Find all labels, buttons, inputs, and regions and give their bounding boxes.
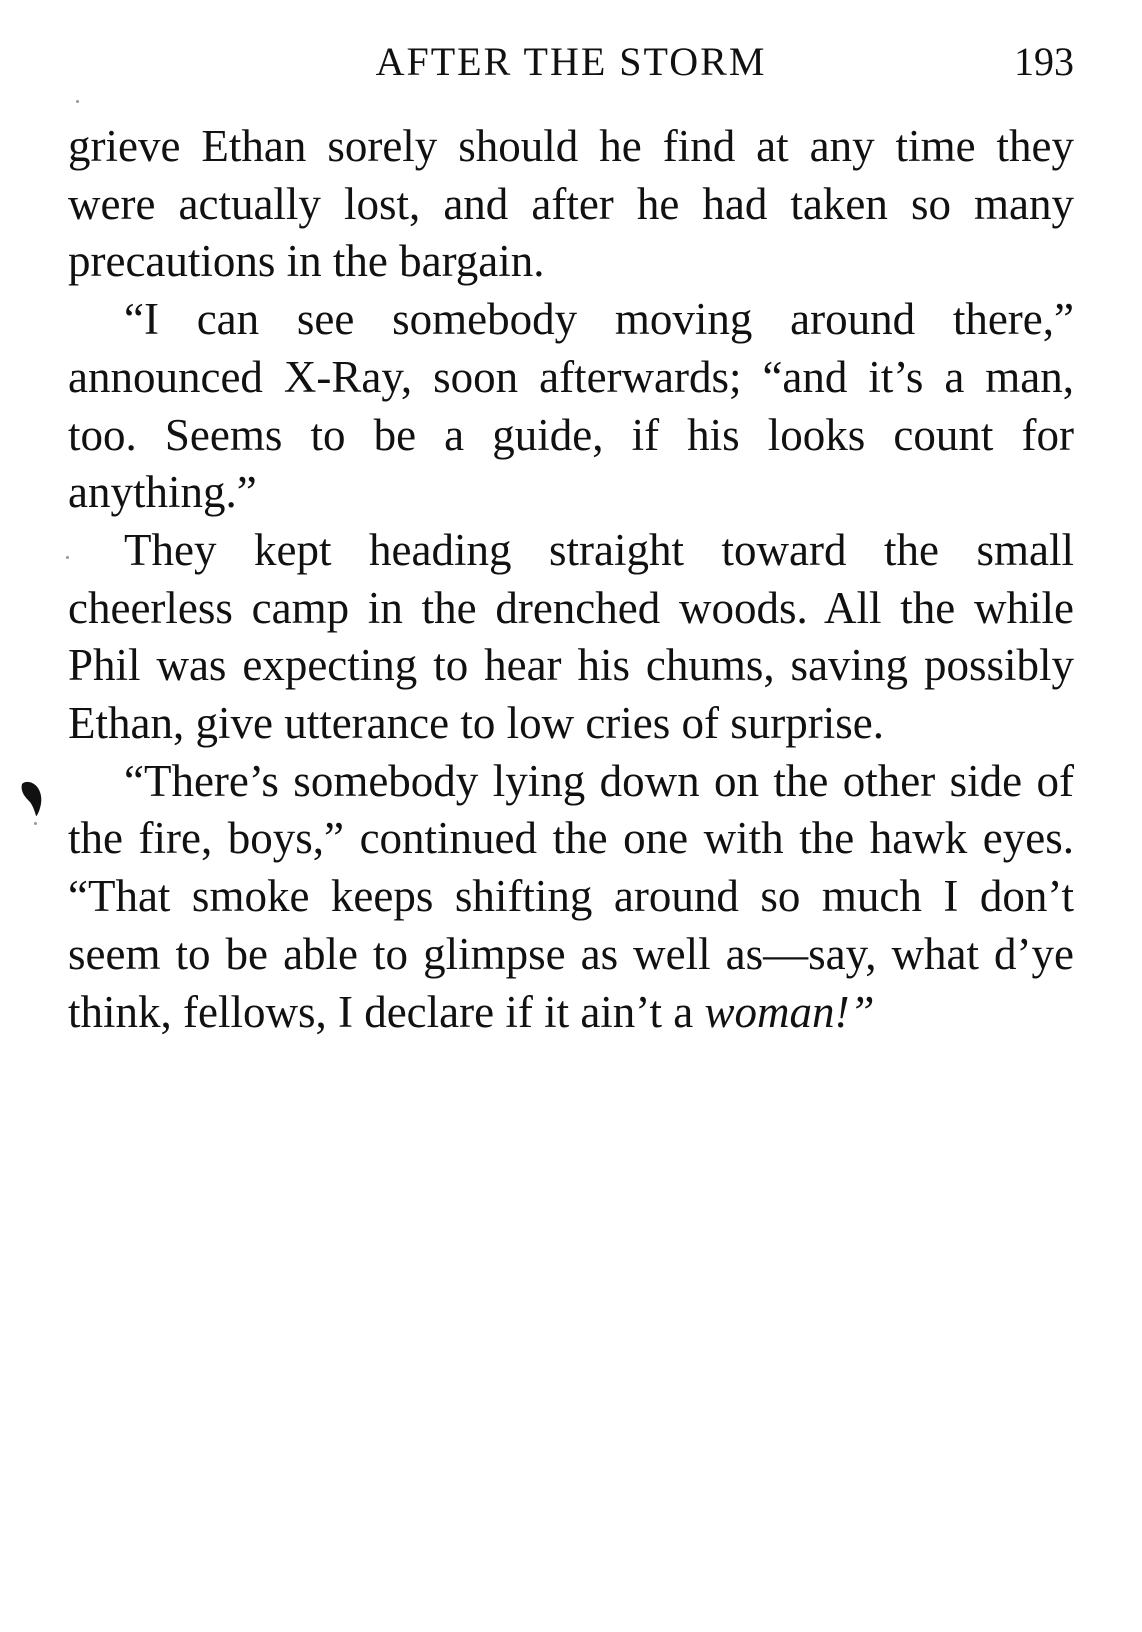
paragraph-text: grieve Ethan sorely should he find at any time they were actually lost, and after he had taken so many precautions in the bargain. <box>68 121 1074 287</box>
page-number: 193 <box>1014 39 1074 84</box>
running-head <box>68 36 1074 88</box>
running-title: AFTER THE STORM <box>375 39 767 84</box>
speck-mark <box>66 556 69 559</box>
ink-blot-mark <box>18 778 46 818</box>
paragraph <box>68 118 1074 291</box>
paragraph <box>68 753 1074 1042</box>
paragraph-text: They kept heading straight toward the small cheerless camp in the drenched woods. All the while Phil was expecting to hear his chums, saving possibly Ethan, give utterance to low cries of surprise. <box>68 524 1074 749</box>
paragraph <box>68 291 1074 522</box>
paragraph <box>68 522 1074 753</box>
body-text <box>68 118 1074 1041</box>
paragraph-text: “There’s somebody lying down on the other side of the fire, boys,” continued the one with the hawk eyes. “That smoke keeps shifting around so much I don’t seem to be able to glimpse as well as—say, what d’ye think, fellows, I declare if it ain’t a <box>68 755 1074 1037</box>
emphasized-word: woman!” <box>704 986 875 1037</box>
paragraph-text: “I can see somebody moving around there,” announced X-Ray, soon afterwards; “and it’s a man, too. Seems to be a guide, if his looks count for anything.” <box>68 294 1074 518</box>
speck-mark <box>76 100 79 103</box>
speck-mark <box>34 822 37 825</box>
